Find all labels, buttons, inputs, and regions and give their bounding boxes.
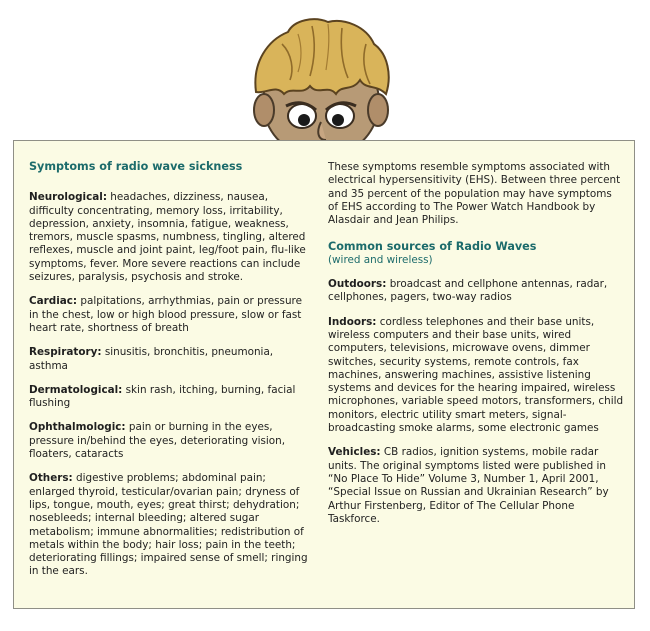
section-text: digestive problems; abdominal pain; enlarged thyroid, testicular/ovarian pain; dryness of lips, tongue, mouth, eyes; great thirst; dehydration; nosebleeds; internal bleeding; altered sugar metabolism; immune abnormalities; redistribution of metals within the body; hair loss; pain in the teeth; deteriorating fillings; impaired sense of smell; ringing in the ears.	[29, 472, 308, 578]
section-label: Cardiac:	[29, 295, 78, 308]
source-section-indoors	[328, 316, 624, 436]
section-label: Indoors:	[328, 315, 377, 328]
section-label: Neurological:	[29, 191, 107, 204]
section-label: Dermatological:	[29, 383, 123, 396]
section-label: Outdoors:	[328, 278, 387, 291]
ehs-intro-paragraph: These symptoms resemble symptoms associated with electrical hypersensitivity (EHS). Between three percent and 35 percent of the population may have symptoms of EHS according to The Power Watch Handbook by Alasdair and Jean Philips.	[328, 161, 621, 227]
symptom-section-respiratory	[29, 346, 314, 373]
cartoon-face-illustration	[242, 14, 400, 142]
symptom-section-cardiac	[29, 295, 314, 335]
section-text: broadcast and cellphone antennas, radar, cellphones, pagers, two-way radios	[328, 278, 608, 304]
symptoms-column	[29, 160, 314, 590]
source-section-vehicles	[328, 446, 624, 526]
section-text: pain or burning in the eyes, pressure in/behind the eyes, deteriorating vision, floaters, cataracts	[29, 421, 286, 461]
section-text: CB radios, ignition systems, mobile radar units. The original symptoms listed were published in “No Place To Hide” Volume 3, Number 1, April 2001, “Special Issue on Russian and Ukrainian Research” by Arthur Firstenberg, Editor of The Cellular Phone Taskforce.	[328, 446, 609, 525]
section-text: cordless telephones and their base units, wireless computers and their base units, wired computers, televisions, microwave ovens, dimmer switches, security systems, remote controls, fax machines, answering machines, assistive listening systems and devices for the hearing impaired, wireless microphones, variable speed motors, transformers, child monitors, electric utility smart meters, signal-broadcasting smoke alarms, some electronic games	[328, 315, 624, 435]
section-text: sinusitis, bronchitis, pneumonia, asthma	[29, 346, 274, 372]
section-label: Others:	[29, 472, 73, 485]
source-section-outdoors	[328, 278, 624, 305]
content-panel	[13, 140, 635, 609]
symptom-section-dermatological	[29, 384, 314, 411]
sources-column	[328, 161, 624, 537]
section-label: Respiratory:	[29, 346, 102, 359]
symptom-section-neurological	[29, 191, 314, 284]
section-text: skin rash, itching, burning, facial flushing	[29, 383, 296, 410]
symptom-section-others	[29, 472, 314, 578]
sources-heading: Common sources of Radio Waves	[328, 240, 537, 254]
section-text: headaches, dizziness, nausea, difficulty concentrating, memory loss, irritability, depression, anxiety, insomnia, fatigue, weakness, tremors, muscle spasms, numbness, tingling, altered reflexes, muscle and joint paint, leg/foot pain, flu-like symptoms, fever. More severe reactions can include seizures, paralysis, psychosis and stroke.	[29, 191, 306, 284]
section-label: Vehicles:	[328, 446, 381, 459]
symptoms-heading: Symptoms of radio wave sickness	[29, 160, 243, 173]
symptom-section-ophthalmologic	[29, 421, 314, 461]
section-text: palpitations, arrhythmias, pain or pressure in the chest, low or high blood pressure, slow or fast heart rate, shortness of breath	[29, 295, 302, 334]
section-label: Ophthalmologic:	[29, 421, 126, 434]
sources-subheading: (wired and wireless)	[328, 253, 433, 266]
